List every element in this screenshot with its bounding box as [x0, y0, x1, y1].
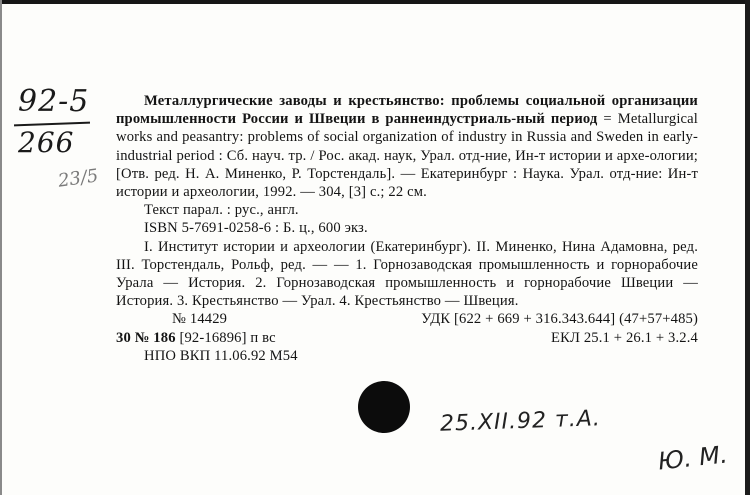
record-number: № 14429: [172, 311, 228, 328]
shelf-mark-bottom: 266: [18, 126, 75, 159]
title-bold: Металлургические заводы и крестьянство: проблемы социальной организации промышленности России и Швеции в раннеиндустриаль-ный период: [116, 93, 698, 128]
isbn-line: ISBN 5-7691-0258-6 : Б. ц., 600 экз.: [144, 220, 368, 237]
card-left-edge: [0, 0, 2, 495]
order-number-bold: 30 № 186: [116, 329, 176, 346]
handwritten-date: 25.XII.92 т.А.: [439, 406, 602, 437]
parallel-text-note: Текст парал. : рус., англ.: [144, 202, 299, 219]
title-paragraph: [116, 92, 698, 201]
npo-line: НПО ВКП 11.06.92 М54: [144, 347, 298, 364]
order-number: [116, 329, 276, 347]
card-right-edge: [745, 0, 750, 495]
bibliographic-entry: [116, 92, 698, 365]
tracings-paragraph: I. Институт истории и археологии (Екатеринбург). II. Миненко, Нина Адамовна, ред. III. Торстендаль, Рольф, ред. — — 1. Горнозаводская промышленность и горнорабочие Урала — История. 2. Горнозаводская промышленность и горнорабочие Швеции — История. 3. Крестьянство — Урал. 4. Крестьянство — Швеция.: [116, 238, 698, 310]
udk-row: [116, 310, 698, 328]
shelf-mark-top: 92-5: [18, 84, 90, 119]
ekl-code: ЕКЛ 25.1 + 26.1 + 3.2.4: [551, 329, 698, 346]
order-number-rest: [92-16896] п вс: [175, 329, 276, 346]
faint-pencil-mark: 23/5: [56, 165, 100, 192]
card-top-edge: [0, 0, 750, 4]
udk-code: УДК [622 + 669 + 316.343.644] (47+57+485): [421, 311, 698, 328]
title-rest: = Metallurgical works and peasantry: problems of social organization of industry in Russia and Sweden in early-industrial period : Сб. науч. тр. / Рос. акад. наук, Урал. отд-ние, Ин-т истории и архе-ологии; [Отв. ред. Н. А. Миненко, Р. Торстендаль]. — Екатеринбург : Наука. Урал. отд-ние: Ин-т истории и археологии, 1992. — 304, [3] с.; 22 см.: [116, 111, 698, 201]
handwritten-initials: Ю. М.: [656, 440, 729, 476]
order-row: [116, 329, 698, 347]
black-dot-mark: [358, 381, 410, 433]
